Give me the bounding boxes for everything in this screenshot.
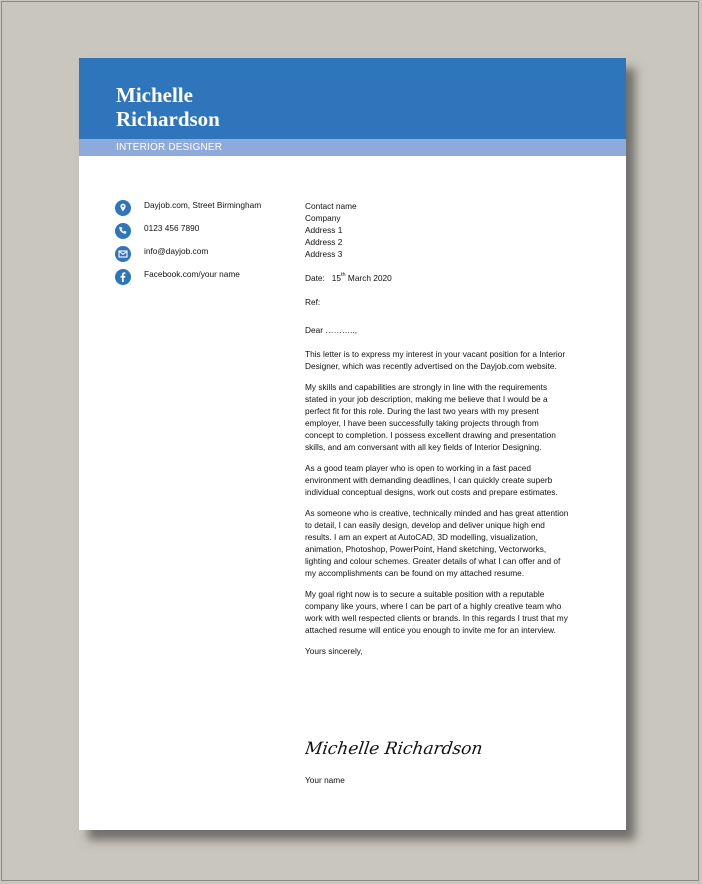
date-day: 15 [331, 273, 341, 283]
cover-letter-page [79, 58, 626, 830]
recipient-line: Address 3 [305, 249, 343, 259]
signature-drawing [305, 735, 535, 761]
recipient-line: Address 2 [305, 237, 343, 247]
recipient-line: Company [305, 213, 341, 223]
date-line [305, 272, 569, 284]
location-pin-icon [115, 200, 131, 216]
contact-email-text: info@dayjob.com [144, 246, 209, 256]
salutation: Dear ……….., [305, 325, 358, 335]
svg-text:Michelle Richardson: Michelle Richardson [305, 739, 484, 759]
contact-phone [115, 223, 315, 241]
ref-line: Ref: [305, 297, 321, 307]
facebook-icon [115, 269, 131, 285]
recipient-line: Contact name [305, 201, 357, 211]
body-paragraph: My goal right now is to secure a suitable position with a reputable company like yours, where I can be part of a highly creative team who work with well respected clients or brands. In this regards I trust that my attached resume will entice you enough to invite me for an interview. [305, 589, 568, 635]
date-label: Date: [305, 273, 325, 283]
signature [305, 735, 535, 761]
your-name: Your name [305, 775, 345, 785]
letter-body [305, 200, 569, 657]
last-name: Richardson [116, 107, 220, 131]
job-title: INTERIOR DESIGNER [116, 142, 223, 153]
first-name: Michelle [116, 83, 193, 107]
contact-address [115, 200, 315, 218]
body-paragraph: As a good team player who is open to working in a fast paced environment with demanding deadlines, I can quickly create superb individual conceptual designs, work out costs and prepare estimates. [305, 463, 558, 497]
closing: Yours sincerely, [305, 646, 363, 656]
date-rest: March 2020 [347, 273, 392, 283]
contact-facebook [115, 269, 315, 287]
contact-address-text: Dayjob.com, Street Birmingham [144, 200, 262, 210]
date-suffix: th [341, 272, 346, 279]
recipient-line: Address 1 [305, 225, 343, 235]
body-paragraph: As someone who is creative, technically minded and has great attention to detail, I can easily design, develop and deliver unique high end results. I am an expert at AutoCAD, 3D modelling, visualization, animation, Photoshop, PowerPoint, Hand sketching, Vectorworks, lighting and colour schemes. Greater details of what I can offer and of my accomplishments can be found on my attached resume. [305, 508, 569, 578]
body-paragraph: My skills and capabilities are strongly in line with the requirements stated in your job description, making me believe that I would be a perfect fit for this role. During the last two years with my present employer, I have been successfully taking projects through from concept to completion. I possess excellent drawing and presentation skills, and am conversant with all key fields of Interior Designing. [305, 382, 556, 452]
email-icon [115, 246, 131, 262]
contact-email [115, 246, 315, 264]
contact-facebook-text: Facebook.com/your name [144, 269, 240, 279]
header-banner [79, 58, 626, 139]
job-title-bar [79, 139, 626, 156]
body-paragraph: This letter is to express my interest in your vacant position for a Interior Designer, which was recently advertised on the Dayjob.com website. [305, 349, 566, 371]
phone-icon [115, 223, 131, 239]
contact-phone-text: 0123 456 7890 [144, 223, 200, 233]
